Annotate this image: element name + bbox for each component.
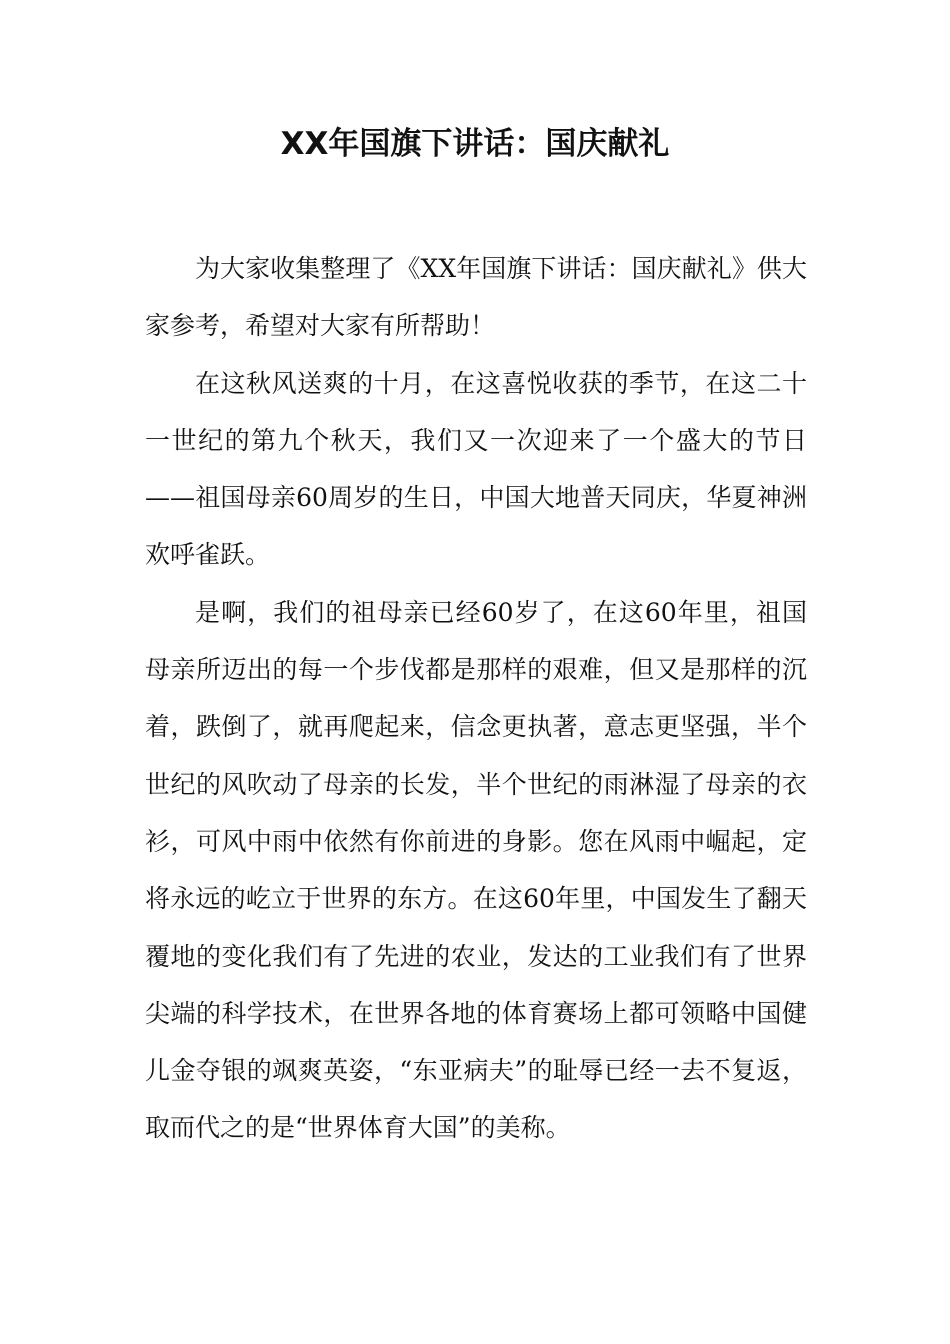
document-title: XX年国旗下讲话：国庆献礼 <box>280 126 670 162</box>
paragraph-intro: 为大家收集整理了《XX年国旗下讲话：国庆献礼》供大家参考，希望对大家有所帮助！ <box>145 254 807 341</box>
paragraph-motherland: 是啊，我们的祖母亲已经60岁了，在这60年里，祖国母亲所迈出的每一个步伐都是那样的艰难，但又是那样的沉着，跌倒了，就再爬起来，信念更执著，意志更坚强，半个世纪的风吹动了母亲的长发，半个世纪的雨淋湿了母亲的衣衫，可风中雨中依然有你前进的身影。您在风雨中崛起，定将永远的屹立于世界的东方。在这60年里，中国发生了翻天覆地的变化我们有了先进的农业，发达的工业我们有了世界尖端的科学技术，在世界各地的体育赛场上都可领略中国健儿金夺银的飒爽英姿，“东亚病夫”的耻辱已经一去不复返，取而代之的是“世界体育大国”的美称。 <box>145 597 807 1143</box>
document-body <box>145 240 807 1157</box>
paragraph-autumn: 在这秋风送爽的十月，在这喜悦收获的季节，在这二十一世纪的第九个秋天，我们又一次迎来了一个盛大的节日——祖国母亲60周岁的生日，中国大地普天同庆，华夏神洲欢呼雀跃。 <box>145 368 807 570</box>
